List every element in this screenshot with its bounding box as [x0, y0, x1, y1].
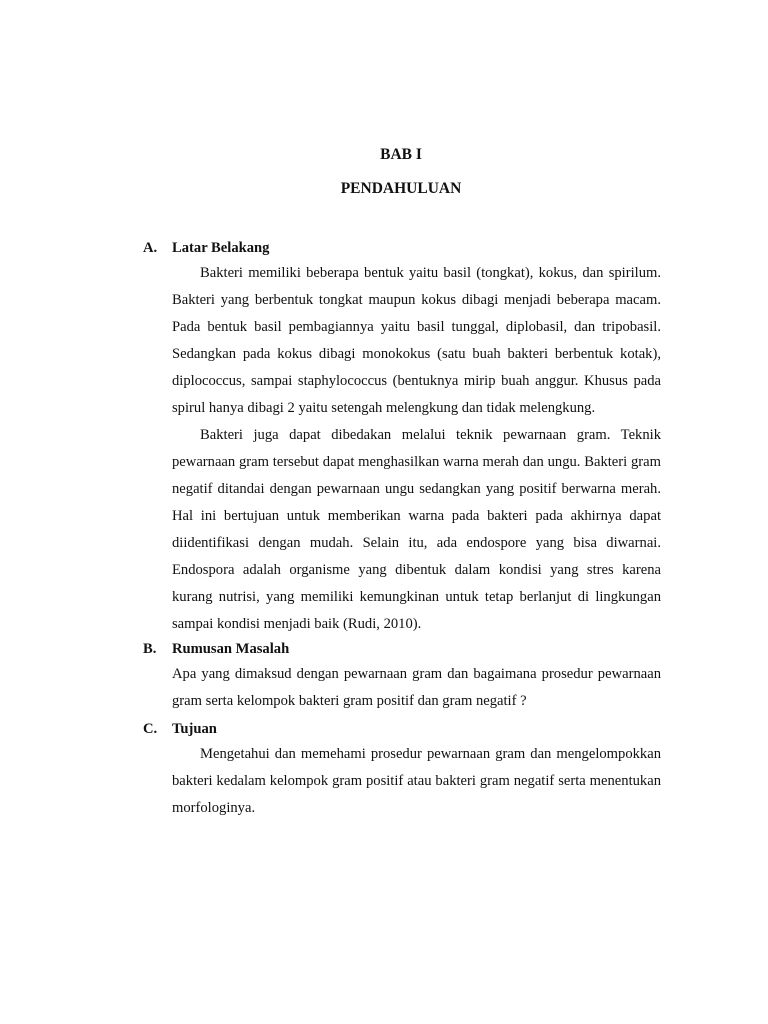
- section-heading: [143, 236, 663, 260]
- paragraph: Mengetahui dan memehami prosedur pewarnaan gram dan mengelompokkan bakteri kedalam kelompok gram positif atau bakteri gram negatif serta menentukan morfologinya.: [172, 746, 661, 816]
- section-heading: [143, 637, 663, 661]
- section-title: Tujuan: [172, 721, 217, 737]
- chapter-label: BAB I: [380, 146, 422, 163]
- section-title: Rumusan Masalah: [172, 641, 290, 657]
- paragraph: Bakteri memiliki beberapa bentuk yaitu basil (tongkat), kokus, dan spirilum. Bakteri yang berbentuk tongkat maupun kokus dibagi menjadi beberapa macam. Pada bentuk basil pembagiannya yaitu basil tunggal, diplobasil, dan tripobasil. Sedangkan pada kokus dibagi monokokus (satu buah bakteri berbentuk kotak), diplococcus, sampai staphylococcus (bentuknya mirip buah anggur. Khusus pada spirul hanya dibagi 2 yaitu setengah melengkung dan tidak melengkung.: [172, 265, 661, 416]
- section-body: [172, 260, 661, 638]
- chapter-title: PENDAHULUAN: [340, 180, 462, 197]
- section-letter: B.: [143, 641, 157, 657]
- section-body: [172, 741, 661, 822]
- paragraph: Apa yang dimaksud dengan pewarnaan gram dan bagaimana prosedur pewarnaan gram serta kelompok bakteri gram positif dan gram negatif ?: [172, 666, 661, 709]
- section-letter: C.: [143, 721, 158, 737]
- section-title: Latar Belakang: [172, 240, 270, 256]
- section-tujuan: [143, 717, 663, 822]
- section-body: [172, 661, 661, 715]
- paragraph: Bakteri juga dapat dibedakan melalui teknik pewarnaan gram. Teknik pewarnaan gram tersebut dapat menghasilkan warna merah dan ungu. Bakteri gram negatif ditandai dengan pewarnaan ungu sedangkan yang positif berwarna merah. Hal ini bertujuan untuk memberikan warna pada bakteri pada akhirnya dapat diidentifikasi dengan mudah. Selain itu, ada endospore yang bisa diwarnai. Endospora adalah organisme yang dibentuk dalam kondisi yang stres karena kurang nutrisi, yang memiliki kemungkinan untuk tetap berlanjut di lingkungan sampai kondisi menjadi baik (Rudi, 2010).: [172, 427, 661, 632]
- section-letter: A.: [143, 240, 158, 256]
- section-heading: [143, 717, 663, 741]
- section-rumusan-masalah: [143, 637, 663, 715]
- section-latar-belakang: [143, 236, 663, 638]
